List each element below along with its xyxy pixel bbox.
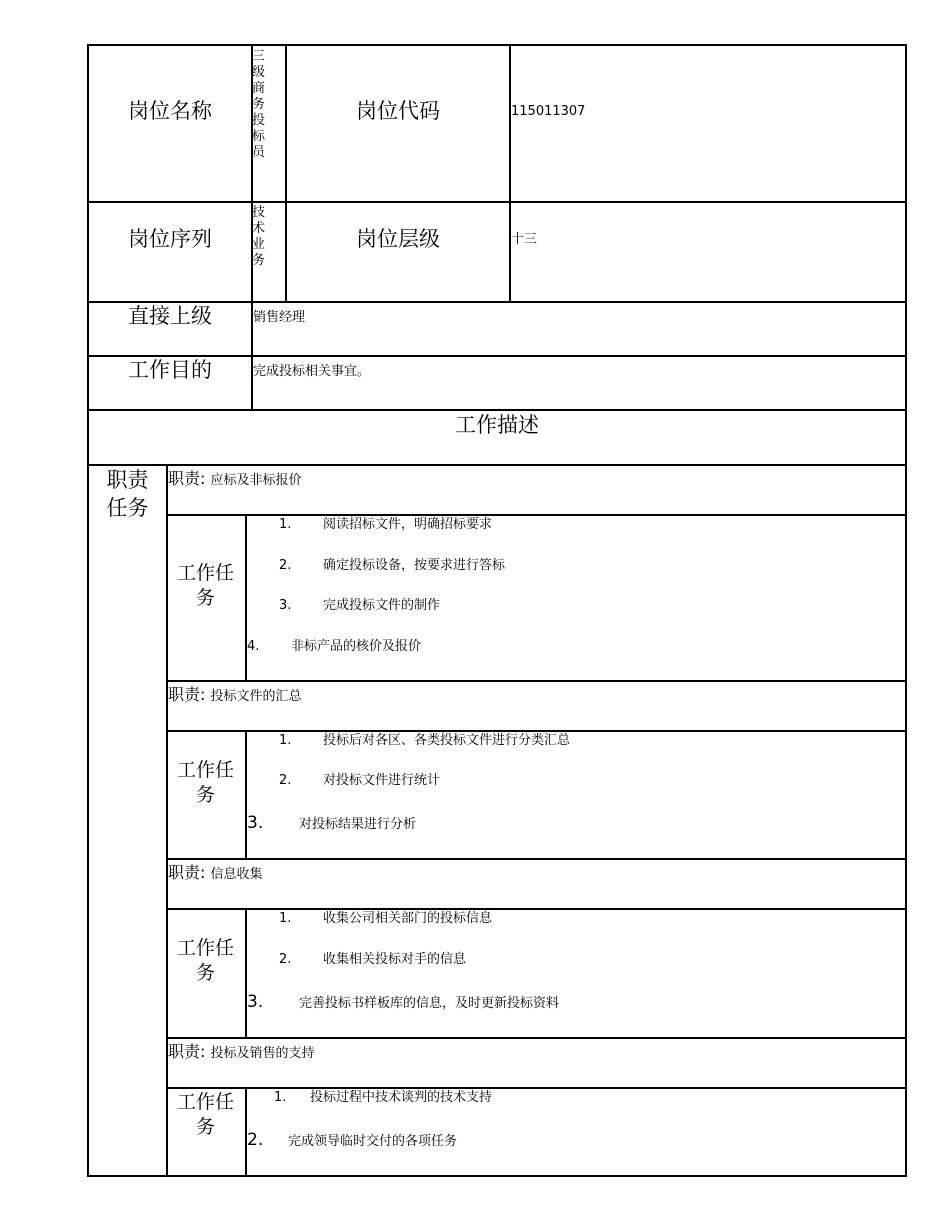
task-label-line1: 工作任 bbox=[176, 759, 234, 781]
purpose-label: 工作目的 bbox=[128, 358, 212, 382]
table-line bbox=[87, 301, 907, 303]
superior-value: 销售经理 bbox=[253, 310, 306, 325]
table-line bbox=[87, 355, 907, 357]
task-item: 1. 投标过程中技术谈判的技术支持 bbox=[274, 1090, 493, 1105]
post-code-value: 115011307 bbox=[511, 104, 586, 119]
duty-title: 投标文件的汇总 bbox=[210, 689, 302, 704]
section-title: 工作描述 bbox=[455, 413, 539, 437]
table-line bbox=[245, 908, 247, 1039]
table-line bbox=[87, 44, 907, 46]
task-label-line2: 务 bbox=[195, 1116, 215, 1138]
task-item: 2. 确定投标设备，按要求进行答标 bbox=[279, 558, 506, 573]
duty-prefix: 职责: bbox=[168, 1042, 206, 1061]
task-label-line2: 务 bbox=[195, 962, 215, 984]
task-label-line1: 工作任 bbox=[176, 562, 234, 584]
task-item: 1. 投标后对各区、各类投标文件进行分类汇总 bbox=[279, 733, 571, 748]
table-line bbox=[166, 730, 907, 732]
table-line bbox=[285, 44, 287, 303]
duties-label-line2: 任务 bbox=[106, 496, 149, 520]
duty-prefix: 职责: bbox=[168, 685, 206, 704]
post-code-label: 岗位代码 bbox=[356, 99, 440, 123]
duty-title: 应标及非标报价 bbox=[210, 473, 302, 488]
duty-title-row bbox=[168, 685, 302, 705]
table-line bbox=[509, 44, 511, 303]
superior-label: 直接上级 bbox=[128, 304, 212, 328]
table-line bbox=[87, 44, 89, 1177]
task-item: 4. 非标产品的核价及报价 bbox=[247, 639, 422, 654]
task-item: 3. 对投标结果进行分析 bbox=[247, 813, 417, 833]
table-line bbox=[166, 514, 907, 516]
post-name-value: 三级商务投标员 bbox=[252, 49, 266, 160]
task-label-line1: 工作任 bbox=[176, 937, 234, 959]
duty-title-row bbox=[168, 469, 302, 489]
post-level-value: 十三 bbox=[511, 232, 538, 247]
task-label-line2: 务 bbox=[195, 587, 215, 609]
table-line bbox=[166, 908, 907, 910]
table-line bbox=[87, 1175, 907, 1177]
post-sequence-value: 技术业务 bbox=[252, 205, 266, 268]
task-item: 2. 对投标文件进行统计 bbox=[279, 773, 441, 788]
task-item: 2. 完成领导临时交付的各项任务 bbox=[247, 1130, 458, 1150]
table-line bbox=[166, 1087, 907, 1089]
table-line bbox=[87, 464, 907, 466]
duty-title: 投标及销售的支持 bbox=[210, 1046, 315, 1061]
table-line bbox=[166, 858, 907, 860]
table-line bbox=[245, 514, 247, 682]
task-item: 3. 完善投标书样板库的信息，及时更新投标资料 bbox=[247, 992, 560, 1012]
task-item: 3. 完成投标文件的制作 bbox=[279, 598, 441, 613]
post-sequence-label: 岗位序列 bbox=[128, 227, 212, 251]
table-line bbox=[245, 730, 247, 860]
duty-title: 信息收集 bbox=[210, 867, 263, 882]
purpose-value: 完成投标相关事宜。 bbox=[253, 364, 371, 379]
duties-label-line1: 职责 bbox=[106, 468, 149, 492]
table-line bbox=[87, 201, 907, 203]
duty-prefix: 职责: bbox=[168, 469, 206, 488]
task-item: 1. 收集公司相关部门的投标信息 bbox=[279, 911, 493, 926]
post-level-label: 岗位层级 bbox=[356, 227, 440, 251]
duty-title-row bbox=[168, 863, 263, 883]
table-line bbox=[166, 680, 907, 682]
task-label-line2: 务 bbox=[195, 784, 215, 806]
duty-prefix: 职责: bbox=[168, 863, 206, 882]
task-label-line1: 工作任 bbox=[176, 1091, 234, 1113]
table-line bbox=[87, 409, 907, 411]
duty-title-row bbox=[168, 1042, 315, 1062]
post-name-label: 岗位名称 bbox=[128, 99, 212, 123]
task-item: 1. 阅读招标文件，明确招标要求 bbox=[279, 517, 493, 532]
table-line bbox=[166, 1037, 907, 1039]
task-item: 2. 收集相关投标对手的信息 bbox=[279, 952, 467, 967]
table-line bbox=[905, 44, 907, 1177]
